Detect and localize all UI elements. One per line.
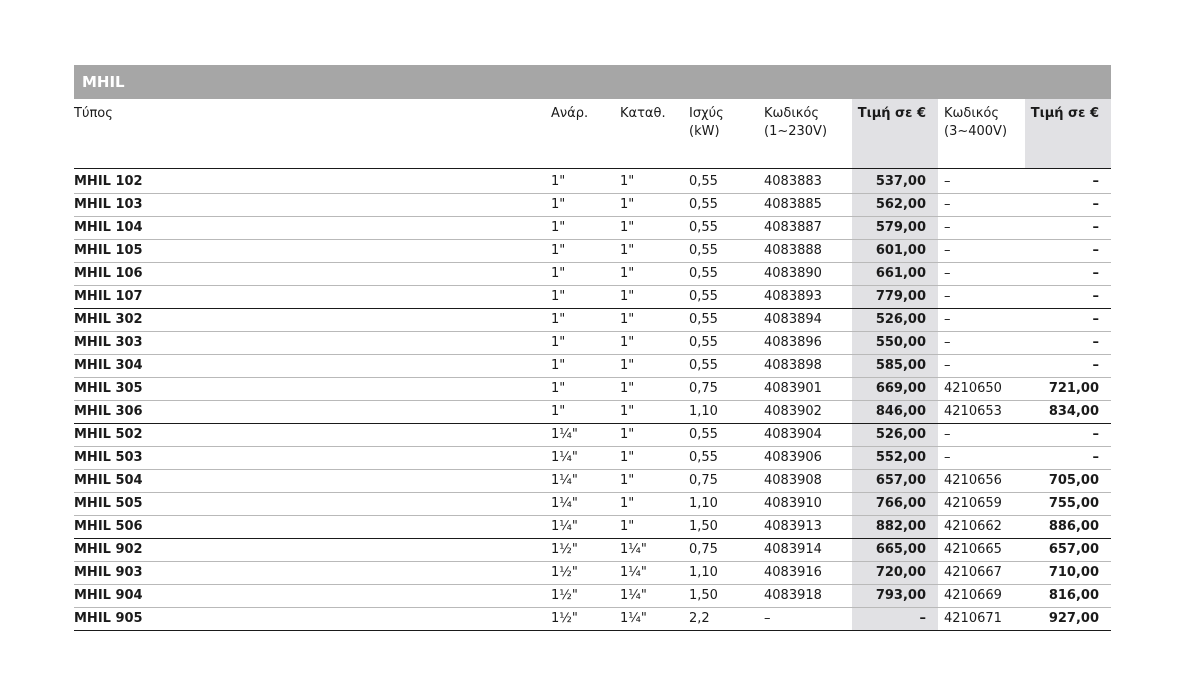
table-row xyxy=(74,331,1111,354)
table-row xyxy=(74,492,1111,515)
cell-code-1ph: 4083918 xyxy=(764,584,852,607)
cell-code-3ph: 4210656 xyxy=(938,469,1025,492)
cell-price-3ph: – xyxy=(1025,308,1111,331)
table-row xyxy=(74,308,1111,331)
cell-code-1ph: 4083885 xyxy=(764,193,852,216)
header-row xyxy=(74,99,1111,168)
cell-type: MHIL 504 xyxy=(74,469,551,492)
header-power xyxy=(689,99,764,168)
cell-price-1ph: 585,00 xyxy=(852,354,938,377)
cell-code-1ph: 4083896 xyxy=(764,331,852,354)
cell-power: 0,55 xyxy=(689,193,764,216)
cell-inlet: 1½" xyxy=(551,561,620,584)
cell-code-3ph: 4210659 xyxy=(938,492,1025,515)
cell-power: 0,75 xyxy=(689,377,764,400)
cell-price-1ph: 779,00 xyxy=(852,285,938,308)
cell-code-1ph: 4083902 xyxy=(764,400,852,423)
cell-inlet: 1½" xyxy=(551,607,620,630)
cell-price-1ph: 882,00 xyxy=(852,515,938,538)
cell-power: 0,55 xyxy=(689,168,764,193)
cell-code-3ph: 4210667 xyxy=(938,561,1025,584)
cell-type: MHIL 502 xyxy=(74,423,551,446)
cell-type: MHIL 903 xyxy=(74,561,551,584)
cell-code-3ph: – xyxy=(938,354,1025,377)
header-power-line2: (kW) xyxy=(689,124,720,139)
cell-price-1ph: 552,00 xyxy=(852,446,938,469)
cell-code-1ph: – xyxy=(764,607,852,630)
cell-code-3ph: – xyxy=(938,239,1025,262)
cell-type: MHIL 106 xyxy=(74,262,551,285)
cell-type: MHIL 102 xyxy=(74,168,551,193)
cell-code-1ph: 4083914 xyxy=(764,538,852,561)
cell-outlet: 1¼" xyxy=(620,584,689,607)
cell-code-1ph: 4083908 xyxy=(764,469,852,492)
cell-inlet: 1" xyxy=(551,216,620,239)
header-inlet: Ανάρ. xyxy=(551,99,620,168)
cell-inlet: 1¼" xyxy=(551,469,620,492)
header-price-3ph: Τιμή σε € xyxy=(1025,99,1111,168)
cell-power: 0,55 xyxy=(689,308,764,331)
table-row xyxy=(74,354,1111,377)
cell-power: 1,50 xyxy=(689,515,764,538)
cell-code-1ph: 4083913 xyxy=(764,515,852,538)
cell-code-3ph: 4210653 xyxy=(938,400,1025,423)
table-row xyxy=(74,515,1111,538)
cell-inlet: 1" xyxy=(551,400,620,423)
cell-code-1ph: 4083906 xyxy=(764,446,852,469)
header-code-1ph-line2: (1~230V) xyxy=(764,124,828,139)
cell-outlet: 1" xyxy=(620,469,689,492)
cell-type: MHIL 506 xyxy=(74,515,551,538)
cell-code-3ph: – xyxy=(938,168,1025,193)
cell-type: MHIL 503 xyxy=(74,446,551,469)
table-row xyxy=(74,239,1111,262)
cell-code-1ph: 4083883 xyxy=(764,168,852,193)
header-type: Τύπος xyxy=(74,99,551,168)
cell-price-1ph: 665,00 xyxy=(852,538,938,561)
cell-type: MHIL 303 xyxy=(74,331,551,354)
cell-code-3ph: 4210671 xyxy=(938,607,1025,630)
cell-outlet: 1" xyxy=(620,239,689,262)
cell-outlet: 1" xyxy=(620,331,689,354)
cell-code-3ph: – xyxy=(938,331,1025,354)
cell-outlet: 1" xyxy=(620,446,689,469)
cell-price-1ph: 766,00 xyxy=(852,492,938,515)
table-header xyxy=(74,99,1111,168)
cell-price-1ph: 550,00 xyxy=(852,331,938,354)
cell-inlet: 1¼" xyxy=(551,492,620,515)
cell-type: MHIL 304 xyxy=(74,354,551,377)
cell-price-1ph: 601,00 xyxy=(852,239,938,262)
table-title: MHIL xyxy=(74,65,1111,99)
cell-price-3ph: 886,00 xyxy=(1025,515,1111,538)
cell-inlet: 1½" xyxy=(551,584,620,607)
header-outlet: Καταθ. xyxy=(620,99,689,168)
table-row xyxy=(74,262,1111,285)
header-code-1ph xyxy=(764,99,852,168)
cell-price-1ph: 526,00 xyxy=(852,308,938,331)
cell-code-1ph: 4083910 xyxy=(764,492,852,515)
cell-price-3ph: 721,00 xyxy=(1025,377,1111,400)
cell-price-3ph: – xyxy=(1025,239,1111,262)
header-code-3ph-line1: Κωδικός xyxy=(944,106,1000,121)
cell-power: 0,55 xyxy=(689,331,764,354)
cell-inlet: 1" xyxy=(551,285,620,308)
cell-code-3ph: – xyxy=(938,285,1025,308)
cell-price-1ph: 661,00 xyxy=(852,262,938,285)
cell-code-1ph: 4083904 xyxy=(764,423,852,446)
cell-outlet: 1" xyxy=(620,354,689,377)
cell-code-1ph: 4083893 xyxy=(764,285,852,308)
header-code-3ph xyxy=(938,99,1025,168)
cell-type: MHIL 306 xyxy=(74,400,551,423)
cell-price-1ph: 537,00 xyxy=(852,168,938,193)
cell-inlet: 1" xyxy=(551,262,620,285)
cell-outlet: 1" xyxy=(620,193,689,216)
cell-power: 0,55 xyxy=(689,446,764,469)
price-list-sheet xyxy=(74,65,1111,631)
cell-price-1ph: 562,00 xyxy=(852,193,938,216)
cell-code-3ph: – xyxy=(938,262,1025,285)
cell-outlet: 1" xyxy=(620,492,689,515)
table-row xyxy=(74,216,1111,239)
cell-inlet: 1¼" xyxy=(551,423,620,446)
cell-type: MHIL 305 xyxy=(74,377,551,400)
cell-code-3ph: 4210662 xyxy=(938,515,1025,538)
cell-power: 0,55 xyxy=(689,285,764,308)
table-row xyxy=(74,168,1111,193)
cell-type: MHIL 505 xyxy=(74,492,551,515)
cell-outlet: 1" xyxy=(620,262,689,285)
table-body xyxy=(74,168,1111,630)
cell-outlet: 1" xyxy=(620,216,689,239)
table-row xyxy=(74,469,1111,492)
cell-power: 0,55 xyxy=(689,239,764,262)
cell-code-1ph: 4083901 xyxy=(764,377,852,400)
cell-outlet: 1" xyxy=(620,515,689,538)
cell-power: 1,10 xyxy=(689,561,764,584)
cell-power: 0,55 xyxy=(689,354,764,377)
price-table xyxy=(74,99,1111,631)
cell-power: 0,55 xyxy=(689,216,764,239)
cell-outlet: 1" xyxy=(620,377,689,400)
cell-power: 0,75 xyxy=(689,538,764,561)
cell-code-3ph: 4210650 xyxy=(938,377,1025,400)
cell-price-3ph: – xyxy=(1025,446,1111,469)
cell-outlet: 1" xyxy=(620,168,689,193)
cell-type: MHIL 107 xyxy=(74,285,551,308)
cell-outlet: 1" xyxy=(620,285,689,308)
header-code-3ph-line2: (3~400V) xyxy=(944,124,1008,139)
cell-inlet: 1" xyxy=(551,354,620,377)
cell-price-1ph: – xyxy=(852,607,938,630)
cell-code-1ph: 4083916 xyxy=(764,561,852,584)
cell-price-3ph: 705,00 xyxy=(1025,469,1111,492)
cell-code-1ph: 4083894 xyxy=(764,308,852,331)
cell-inlet: 1" xyxy=(551,331,620,354)
table-row xyxy=(74,607,1111,630)
cell-type: MHIL 104 xyxy=(74,216,551,239)
cell-price-3ph: 927,00 xyxy=(1025,607,1111,630)
cell-code-3ph: 4210665 xyxy=(938,538,1025,561)
cell-code-3ph: – xyxy=(938,308,1025,331)
cell-code-3ph: – xyxy=(938,423,1025,446)
cell-power: 0,55 xyxy=(689,423,764,446)
cell-code-3ph: 4210669 xyxy=(938,584,1025,607)
cell-outlet: 1¼" xyxy=(620,538,689,561)
table-row xyxy=(74,377,1111,400)
cell-price-1ph: 669,00 xyxy=(852,377,938,400)
cell-price-3ph: – xyxy=(1025,423,1111,446)
cell-inlet: 1" xyxy=(551,377,620,400)
table-row xyxy=(74,538,1111,561)
cell-type: MHIL 105 xyxy=(74,239,551,262)
cell-inlet: 1½" xyxy=(551,538,620,561)
cell-inlet: 1" xyxy=(551,193,620,216)
cell-outlet: 1" xyxy=(620,308,689,331)
table-row xyxy=(74,446,1111,469)
cell-price-1ph: 579,00 xyxy=(852,216,938,239)
table-row xyxy=(74,561,1111,584)
cell-price-1ph: 657,00 xyxy=(852,469,938,492)
cell-inlet: 1" xyxy=(551,168,620,193)
cell-price-3ph: 816,00 xyxy=(1025,584,1111,607)
cell-type: MHIL 302 xyxy=(74,308,551,331)
cell-price-1ph: 720,00 xyxy=(852,561,938,584)
cell-price-3ph: 657,00 xyxy=(1025,538,1111,561)
cell-code-3ph: – xyxy=(938,446,1025,469)
cell-price-3ph: – xyxy=(1025,193,1111,216)
cell-code-1ph: 4083898 xyxy=(764,354,852,377)
table-row xyxy=(74,423,1111,446)
header-code-1ph-line1: Κωδικός xyxy=(764,106,820,121)
cell-inlet: 1" xyxy=(551,308,620,331)
cell-code-1ph: 4083890 xyxy=(764,262,852,285)
cell-price-3ph: – xyxy=(1025,354,1111,377)
cell-price-3ph: – xyxy=(1025,331,1111,354)
cell-type: MHIL 905 xyxy=(74,607,551,630)
table-row xyxy=(74,285,1111,308)
cell-outlet: 1¼" xyxy=(620,561,689,584)
cell-price-3ph: 834,00 xyxy=(1025,400,1111,423)
cell-code-1ph: 4083887 xyxy=(764,216,852,239)
cell-power: 1,10 xyxy=(689,400,764,423)
cell-price-3ph: – xyxy=(1025,262,1111,285)
cell-price-3ph: – xyxy=(1025,168,1111,193)
cell-power: 1,50 xyxy=(689,584,764,607)
header-power-line1: Ισχύς xyxy=(689,106,724,121)
cell-price-1ph: 846,00 xyxy=(852,400,938,423)
cell-price-3ph: 710,00 xyxy=(1025,561,1111,584)
cell-price-3ph: – xyxy=(1025,216,1111,239)
cell-inlet: 1¼" xyxy=(551,515,620,538)
cell-code-3ph: – xyxy=(938,193,1025,216)
cell-power: 2,2 xyxy=(689,607,764,630)
cell-inlet: 1¼" xyxy=(551,446,620,469)
cell-code-3ph: – xyxy=(938,216,1025,239)
table-row xyxy=(74,193,1111,216)
cell-price-1ph: 526,00 xyxy=(852,423,938,446)
cell-price-1ph: 793,00 xyxy=(852,584,938,607)
table-row xyxy=(74,400,1111,423)
cell-power: 0,55 xyxy=(689,262,764,285)
cell-power: 1,10 xyxy=(689,492,764,515)
cell-outlet: 1" xyxy=(620,423,689,446)
table-row xyxy=(74,584,1111,607)
cell-outlet: 1" xyxy=(620,400,689,423)
header-price-1ph: Τιμή σε € xyxy=(852,99,938,168)
cell-type: MHIL 103 xyxy=(74,193,551,216)
cell-code-1ph: 4083888 xyxy=(764,239,852,262)
cell-outlet: 1¼" xyxy=(620,607,689,630)
cell-type: MHIL 904 xyxy=(74,584,551,607)
cell-inlet: 1" xyxy=(551,239,620,262)
cell-power: 0,75 xyxy=(689,469,764,492)
cell-type: MHIL 902 xyxy=(74,538,551,561)
cell-price-3ph: – xyxy=(1025,285,1111,308)
cell-price-3ph: 755,00 xyxy=(1025,492,1111,515)
